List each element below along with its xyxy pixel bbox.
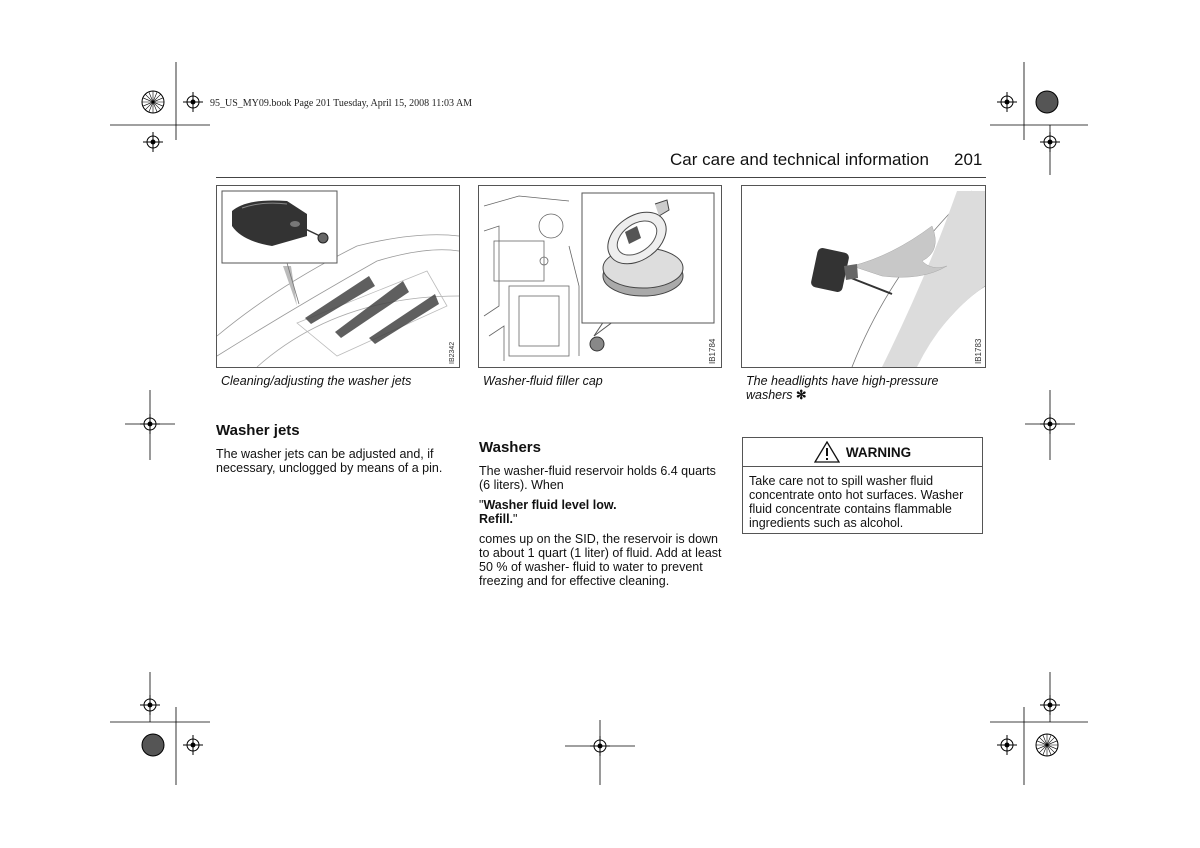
- text-line: The washer jets can be adjusted and, if: [216, 447, 434, 461]
- warning-text: [743, 467, 982, 537]
- quote-mark: ": [513, 512, 518, 526]
- section-heading-washer-jets: Washer jets: [216, 422, 300, 439]
- text-line: comes up on the SID, the reservoir is down: [479, 532, 719, 546]
- text-line: ingredients such as alcohol.: [749, 516, 904, 530]
- header-rule: [216, 177, 986, 178]
- message-line: [479, 498, 617, 512]
- message-line: [479, 512, 617, 526]
- text-line: Take care not to spill washer fluid: [749, 474, 934, 488]
- page-number: 201: [954, 150, 983, 169]
- message-text: Refill.: [479, 512, 514, 526]
- washers-intro-text: [479, 464, 716, 492]
- page-title: Car care and technical information: [670, 150, 929, 169]
- text-line: concentrate onto hot surfaces. Washer: [749, 488, 964, 502]
- warning-header: [743, 438, 982, 467]
- message-text: Washer fluid level low.: [483, 498, 617, 512]
- figure-code: IB2342: [449, 341, 456, 364]
- sid-message: [479, 498, 617, 526]
- text-line: to about 1 quart (1 liter) of fluid. Add at least: [479, 546, 722, 560]
- quote-mark: ": [479, 498, 484, 512]
- figure-filler-cap: [478, 185, 722, 368]
- text-line: 50 % of washer- fluid to water to prevent: [479, 560, 703, 574]
- headlight-washer-illustration: [742, 186, 985, 367]
- washer-jets-illustration: [217, 186, 459, 367]
- text-line: (6 liters). When: [479, 478, 564, 492]
- caption-line: The headlights have high-pressure: [746, 374, 939, 388]
- warning-box: [742, 437, 983, 534]
- figure-caption: Washer-fluid filler cap: [483, 374, 603, 388]
- figure-headlight-washers: [741, 185, 986, 368]
- print-info: 95_US_MY09.book Page 201 Tuesday, April 15, 2008 11:03 AM: [210, 98, 473, 109]
- figure-code: IB1784: [708, 338, 717, 364]
- washer-jets-text: [216, 447, 442, 475]
- caption-text: washers: [746, 388, 793, 402]
- washers-after-text: [479, 532, 722, 588]
- filler-cap-illustration: [479, 186, 721, 367]
- text-line: fluid concentrate contains flammable: [749, 502, 952, 516]
- text-line: necessary, unclogged by means of a pin.: [216, 461, 443, 475]
- figure-code: IB1783: [974, 338, 983, 364]
- warning-label: WARNING: [845, 444, 912, 460]
- section-heading-washers: Washers: [479, 439, 541, 456]
- figure-washer-jets: [216, 185, 460, 368]
- warning-triangle-icon: [814, 441, 840, 463]
- model-symbol-icon: ✻: [796, 388, 807, 402]
- text-line: The washer-fluid reservoir holds 6.4 quarts: [479, 464, 716, 478]
- text-line: freezing and for effective cleaning.: [479, 574, 670, 588]
- figure-caption: Cleaning/adjusting the washer jets: [221, 374, 412, 388]
- caption-line: [746, 388, 938, 402]
- figure-caption: [746, 374, 938, 402]
